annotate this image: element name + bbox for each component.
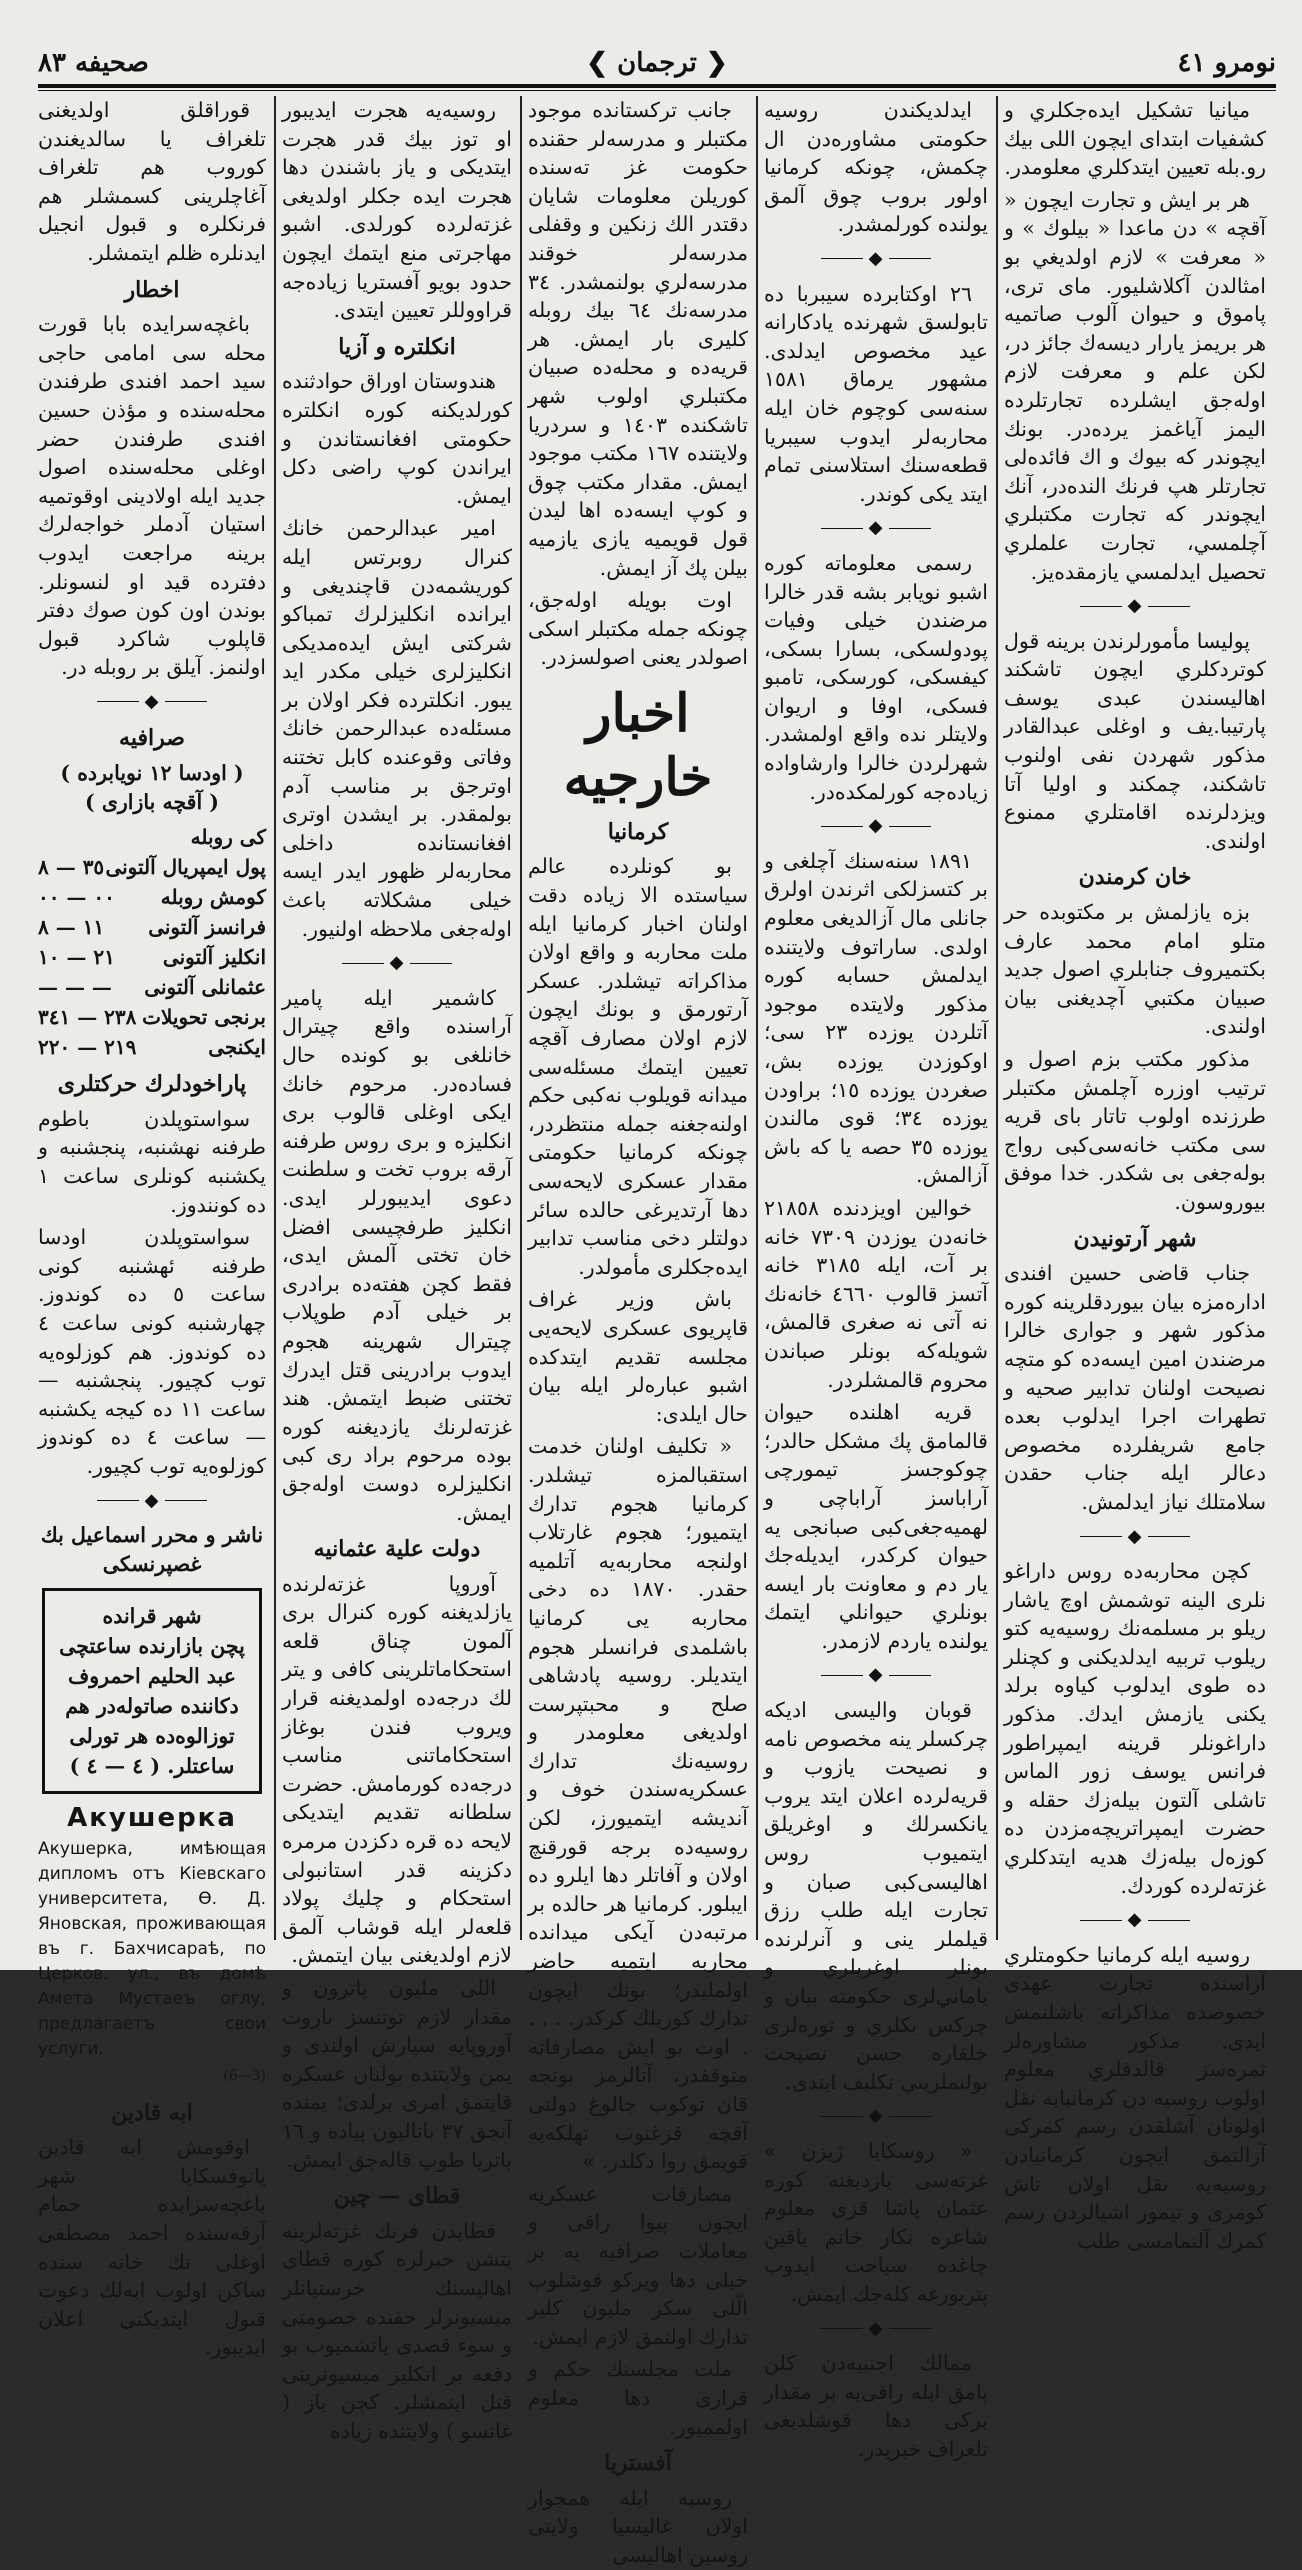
article-paragraph: رسمى معلوماته كوره اشبو نويابر بشه قدر خالرا مرضندن خيلى وفيات پودولسكى، بسارا بسكى، كيفسكى، كورسكى، تامبو فسكى، اوفا و اريوان ولايتلر نده واقع اولمشدر. شهرلردن خالرا وارشاواده زياده‌جه كورلمكده‌در. — [764, 550, 988, 804]
section-heading: قطاى — چين — [333, 2183, 461, 2210]
article-paragraph: امير عبدالرحمن خانك كنرال روبرتس ايله كوريشمه‌دن قاچنديغى و ايرانده انكليزلرك تمباكو شركتى ايش ايده‌مديكى انكليزلرى خيلى مكدر ايد يبور. انكلترده فكر اولان بر مسئله‌ده عبدالرحمن خانك وفاتى وقوعنده كابل تختنه اوترجق بر مناسب آدم بولمقدر. بر ايشدن اوترى افغانستانده داخلى محاربه‌لر ظهور ايدر ايسه خيلى مشكلاته باعث اوله‌جغى ملاحظه اولنيور. — [282, 516, 512, 941]
article-paragraph: « روسكايا ژيزن » غزته‌سى يازديغنه كوره عثمان پاشا قزى معلوم شاعره نكار خانم ياقين چاغده سياحت ايدوب پتربورغه كله‌جك ايمش. — [764, 2138, 988, 2306]
ornament-icon: ❯ — [586, 48, 609, 78]
section-divider: ◆ — [764, 2102, 988, 2131]
article-paragraph: ايدلديكندن روسيه حكومتى مشاوره‌دن ال چكمش، چونكه كرمانيا اولور بروب چوق آلمق يولنده كورلمشدر. — [764, 98, 988, 237]
article-paragraph: مصارفات عسكريه ايچون پيوا راقى و معاملات صرافيه يه بر خيلى دها ويركو قوشلوب الّلى سكز مليون كلير تدارك اولنمق لازم ايمش. — [528, 2181, 748, 2349]
rate-label: ايكنجى — [208, 1035, 266, 1060]
exchange-rates-table — [38, 822, 266, 1062]
article-paragraph: ممالك اجنبيه‌دن كلن پامق ايله راقى‌يه بر مقدار بركى دها قوشلديغى تلغراف خبريدر. — [764, 2351, 988, 2461]
article-paragraph: خوالين اويزدنده ٢١٨٥٨ خانه‌دن يوزدن ٧٣٠٩ خانه بر آت، ايله ٣١٨٥ خانه آتسز قالوب ٤٦٦٠ خانه‌نك نه آتى نه صغرى قالمش، شويله‌كه بونلر صباندن محروم قالمشلردر. — [764, 1195, 988, 1392]
article-paragraph: بزه يازلمش بر مكتوبده حر متلو امام محمد عارف بكتميروف جنابلري اصول جديد صبيان مكتبي آچديغنى بيان اولندى. — [1004, 900, 1266, 1039]
rate-value: ٣٥ — ٨ — [38, 855, 105, 880]
header-rule — [38, 84, 1276, 88]
section-heading: پاراخودلرك حركتلرى — [57, 1071, 247, 1098]
rate-label: برنجى تحويلات — [142, 1005, 266, 1030]
rate-label: فرانسز آلتونى — [148, 915, 266, 940]
column-2 — [764, 96, 989, 2461]
article-paragraph: روسيه ايله همجوار اولان غاليسيا ولايتى روسين اهاليسى — [528, 2485, 748, 2567]
column-rule — [756, 96, 758, 1940]
article-paragraph: اوت بويله اوله‌جق، چونكه جمله مكتبلر اسكى اصولدر يعنى اصولسزدر. — [528, 588, 748, 670]
rate-value: ٢١٩ — ٢٢٠ — [38, 1035, 137, 1060]
article-paragraph: كاشمير ايله پامير آراسنده واقع چيترال خانلغى بو كونده حال فساده‌در. مرحوم خانك ايكى اوغلى قالوب برى انكليزه و برى روس طرفنه آرقه بروب تخت و سلطنت دعوى ايديبورلر ايدى. انكليز طرفچيسى افضل خان تختى آلمش ايدى، فقط كچن هفته‌ده برادرى بر خيلى آدم طوپلاب چيترال شهرينه هجوم ايدوب برادرينى قتل ايدرك تختنى ضبط ايتمش. هند غزته‌لرنك يازديغنه كوره بوده مرحوم براد رى كبى انكليزلره دوست اوله‌جق ايمش. — [282, 985, 512, 1525]
section-divider: ◆ — [1004, 592, 1266, 621]
foreign-news-heading: اخبار خارجيه — [563, 682, 713, 808]
column-rule — [996, 96, 998, 1940]
article-paragraph: ١٨٩١ سنه‌سنك آچلغى و بر كتسزلكى اثرندن اولرق جانلى مال آزالديغى معلوم اولدى. ساراتوف ولايتنده ايدلمش حسابه كوره مذكور ولايتده موجود آتلردن يوزده ٢٣ سى؛ اوكوزدن يوزده بش، صغردن يوزده ١٥؛ براودن يوزده ٣٤؛ قوى مالندن يوزده ٣٥ حصه يا كه باش آزالمش. — [764, 848, 989, 1188]
page-number-label: صحيفه ٨٣ — [38, 48, 149, 78]
article-paragraph: روسيه ايله كرمانيا حكومتلري آراسنده تجارت عهدى خصوصده مذاكراته باشلنمش ايدى. مذكور مشاوره‌لر ثمره‌سز قالدقلري معلوم اولوب روسيه دن كرمانيايه نقل اولونان آشلقدن رسم كمركى آزالتمق ايچون كرمانيادن روسيه‌يه نقل اولان تاش كومرى و تيمور اشيالردن رسم كمرك آلنمامسى طلب — [1004, 1942, 1266, 2253]
page-header — [38, 44, 1276, 86]
column-rule — [274, 96, 276, 1940]
article-paragraph: روسيه‌يه هجرت ايديبور او توز بيك قدر هجرت ايتديكى و ياز باشندن دها هجرت ايده جكلر اولديغى غزته‌لرده كورلدى. اشبو مهاجرتى منع ايتمك ايچون حدود بويو آفستريا زياده‌جه قراووللر تعيين ايتدى. — [282, 98, 512, 323]
russian-ad-title: Акушерка — [67, 1803, 237, 1834]
section-heading: صرافيه — [119, 725, 185, 752]
section-heading: اخطار — [124, 276, 180, 303]
rate-row — [38, 1002, 266, 1032]
article-paragraph: سواستوپلدن باطوم طرفنه نهشنبه، پنجشنبه و يكشنبه كونلرى ساعت ١ ده كونندوز. — [38, 1106, 266, 1217]
exchange-date: ( اودسا ١٢ نويابرده ) — [60, 761, 244, 786]
article-paragraph: بو كونلرده عالم سياستده الا زياده دقت اولنان اخبار كرمانيا ايله ملت محاربه و واقع اولان مذاكراته تيشلدر. عسكر آرتورمق و بونك ايچون لازم اولان مصارف آقچه تعيين ايتمك مسئله‌سى ميدانه قويلوب نه‌كبى حكم اولنه‌جغنه جمله منتظردر، چونكه كرمانيا حكومتى مقدار عسكرى لايحه‌سى دها آرتديرغى حالده سائر دولتلر دخى مناسب تدابير ايده‌جكلرى مأمولدر. — [527, 854, 748, 1279]
article-paragraph: سواستوپلدن اودسا طرفنه ئهشنبه كونى ساعت ٥ ده كوندوز. چهارشنبه كونى ساعت ٤ ده كوندوز. هم كوزلوه‌يه توب كچيور. پنجشنبه — ساعت ١١ ده كيجه يكشنبه — ساعت ٤ ده كوندوز كوزلوه‌يه توب كچيور. — [38, 1225, 266, 1478]
russian-ad-text: Акушерка, имѣющая дипломъ отъ Кіевскаго университета, Ѳ. Д. Яновская, проживающая въ г. Бахчисараѣ, по Церков. ул., въ домѣ Амета Мустаеъ оглу, предлагаетъ свои услуги. — [38, 1838, 266, 2059]
rates-header: كى روبله — [190, 825, 266, 850]
rate-value: ٢٣٨ — ٣٤١ — [38, 1005, 137, 1030]
article-paragraph: پوليسا مأمورلرندن برينه قول كوتردكلري ايچون تاشكند اهاليسندن عبدى يوسف پارتيبا.يف و اوغلى عبدالقادر مذكور شهردن نفى اولنوب تاشكند، چمكند و اوليا آتا ويزدلرنده اقامتلري ممنوع اولندى. — [1004, 628, 1266, 853]
rate-label: پول ايمپريال آلتونى — [105, 855, 266, 880]
article-paragraph: قوراقلق اولديغنى تلغراف يا سالديغندن كوروب هم تلغراف آغاچلرينى كسمشلر هم فرنكلره و قبول انجيل ايدنلره ظلم ايتمشلر. — [38, 98, 266, 265]
section-divider: ◆ — [764, 514, 988, 543]
rate-value: ٠٠ — ٠٠ — [38, 885, 115, 910]
russian-ad-number: (6—3) — [223, 2067, 266, 2084]
column-4 — [282, 96, 513, 2443]
rate-row — [38, 882, 266, 912]
ornament-icon: ❮ — [705, 48, 728, 78]
ad-title: شهر قرانده — [102, 1604, 202, 1629]
issue-number: نومرو ٤١ — [1177, 48, 1276, 78]
section-divider: ◆ — [764, 812, 988, 841]
article-paragraph: ٢٦ اوكتابرده سيبربا ده تابولسق شهرنده يادكارانه عيد مخصوص ايدلدى. مشهور يرماق ١٥٨١ سنه‌سى كوچوم خان ايله محاربه‌لر ايدوب سيبريا قطعه‌سنك استلاسنى تمام ايتد يكى كوندر. — [764, 281, 988, 506]
article-paragraph: باش وزير غراف قاپريوى عسكرى لايحه‌يى مجلسه تقديم ايتدكده اشبو عباره‌لر ايله بيان حال ايلدى: — [528, 1287, 748, 1426]
column-rule — [520, 96, 522, 1940]
rate-row — [38, 1032, 266, 1062]
rate-label: انكليز آلتونى — [162, 945, 266, 970]
article-paragraph: هر بر ايش و تجارت ايچون « آقچه » دن ماعدا « بيلوك » و « معرفت » لازم اولديغي بو امثالدن آكلاشليور. ماى ترى، پاموق و حيوان آلوب صاتميه هر بريمز يارار ديسه‌ك جائز در، لكن علم و معرفت لازم اوله‌جق ايشلرده تجارتلرده اليمز آياغمز يرده‌در. بونك ايچوندر كه بيوك و اك فائده‌لى تجارتلر هپ فرنك النده‌در، آنك ايچوندر كه تجارت مكتبلري آچلمسي، تجارت علملري تحصيل ايدلمسي يازمقده‌يز. — [1004, 187, 1266, 584]
article-paragraph: هندوستان اوراق حوادثنده كورلديكنه كوره انكلتره حكومتى افغانستاندن و ايراندن كوپ راضى دكل ايمش. — [282, 369, 512, 508]
section-heading: دولت علية عثمانيه — [313, 1536, 481, 1563]
section-divider: ◆ — [1004, 1906, 1266, 1935]
rate-value: ٢١ — ١٠ — [38, 945, 115, 970]
ad-text: پچن بازارنده ساعتچى عبد الحليم احمروف دكاننده صاتوله‌در هم توزالوه‌ده هر تورلى ساعتلر. ( ٤ — ٤ ) — [59, 1634, 245, 1779]
article-paragraph: مذكور مكتب بزم اصول و ترتيب اوزره آچلمش مكتبلر طرزنده اولوب تاتار باى قريه سى مكتب خانه‌سى‌كبى رواج بوله‌جغى بى شكدر. خدا موفق بيوروسون. — [1004, 1047, 1266, 1214]
rate-row — [38, 972, 266, 1002]
column-5 — [38, 96, 266, 2360]
article-paragraph: جناب قاضى حسين افندى اداره‌مزه بيان بيوردقلرينه كوره مذكور شهر و جوارى خالرا مرضندن امين ايسه‌ده كو متچه نصيحت اولنان تدابير صحيه و تطهرات اجرا ايدلوب بعده جامع شريفلرده مخصوص دعالر ايله جناب حقدن سلامتلك نياز ايدلمش. — [1004, 1261, 1266, 1514]
column-1 — [1004, 96, 1266, 2253]
section-divider: ◆ — [38, 1487, 266, 1516]
section-divider: ◆ — [764, 2315, 988, 2344]
rate-label: عثمانلى آلتونى — [144, 975, 266, 1000]
column-3 — [527, 96, 748, 2567]
article-paragraph: باغچه‌سرايده بابا قورت محله سى امامى حاجى سيد احمد افندى طرفندن محله‌سنده و مؤذن حسين افندى طرفندن حضر اوغلى محله‌سنده اصول جديد ايله اولادينى اوقوتميه استيان آدملر خواجه‌لرك برينه مراجعت ايدوب دفترده قيد او لنسونلر. بوندن اون كون صوك دفتر قاپلوب شاكرد قبول اولنمز. آيلق بر روبله در. — [38, 312, 266, 680]
article-paragraph: ميانيا تشكيل ايده‌جكلري و كشفيات ابتداى ايچون اللى بيك رو.بله تعيين ايتدكلري معلومدر. — [1004, 98, 1266, 180]
header-rule-thin — [38, 90, 1276, 91]
article-paragraph: اوقومش ابه قادين يانوفسكايا شهر باغچه‌سرايده حمام آرقه‌سنده احمد مصطفى اوغلى نك خانه سنده ساكن اولوب ابه‌لك دعوت قبول ايتديكنى اعلان ايديبور. — [38, 2135, 266, 2360]
article-paragraph: قطايدن فرنك غزته‌لرينه يتشن خبرلره كوره قطاى اهاليسنك خرستيانلر ميسيونرلر حقنده خصومتى و سوء قصدى ياتشميوب بو دفعه بر انكليز ميسيونرينى قتل ايتمشلر. كچن ياز ( غانسو ) ولايتنده زياده — [282, 2218, 512, 2443]
rate-value: ١١ — ٨ — [38, 915, 105, 940]
article-paragraph: كچن محاربه‌ده روس داراغو نلرى الينه توشمش اوچ ياشار ريلو بر مسلمه‌نك روسيه‌يه كتو ريلوب تربيه ايدلديكنى و كچنلر ده طوى ايدلوب كياوه برلد يكنى يازمش ايدك. مذكور داراغونلر قرينه ايمپراطور فرانس يوسف زور الماس تاشلى آلتون بيله‌زك حقله و حضرت ايمپراتريچه‌مزدن ده كوزه‌ل بيله‌زك هديه ايتدكلري غزته‌لرده كوردك. — [1004, 1559, 1266, 1898]
rate-label: كومش روبله — [160, 885, 266, 910]
section-divider: ◆ — [282, 949, 512, 978]
rate-value: — — — — [38, 975, 112, 1000]
section-heading: ابه قادين — [111, 2099, 193, 2126]
article-paragraph: ملت مجلسنك حكم و قرارى دها معلوم اولمميور. — [528, 2357, 748, 2439]
section-heading: آفستريا — [604, 2450, 672, 2477]
rate-row — [38, 912, 266, 942]
article-paragraph: قريه اهلنده حيوان قالمامق پك مشكل حالدر؛ چوكوجسز تيمورچى آراباسز آرابا‌چى و لهميه‌جغى‌كبى صبانجى يه حيوان كركدر، ايديله‌جك يار دم و معاونت بار ايسه بونلري حيوانلي ايتمك يولنده ياردم لازمدر. — [764, 1400, 988, 1653]
section-divider: ◆ — [38, 688, 266, 717]
section-heading: انكلتره و آزيا — [338, 333, 456, 360]
section-heading: شهر آرتونيدن — [1073, 1225, 1197, 1252]
section-divider: ◆ — [1004, 1523, 1266, 1552]
article-paragraph: اللى مليون پاترون و مقدار لازم توتنسز باروت آوروپايه سپارش اولندى و يمن ولايتنده بولنان عسكره قايتمق امرى برلدى؛ يمنده آنجق ٣٧ باتاليون پياده و ١٦ باتريا طوپ قاله‌جق ايمش. — [282, 1976, 513, 2172]
section-heading: خان كرمندن — [1078, 864, 1192, 891]
section-heading: كرمانيا — [607, 818, 669, 845]
publisher-line: ناشر و محرر اسماعيل بك غصپرنسكى — [40, 1523, 264, 1576]
rate-row — [38, 942, 266, 972]
article-paragraph: قوبان واليسى ادیكه چركسلر ينه مخصوص نامه و نصيحت يازوب و قريه‌لرده اعلان ايتد يروب يانكسرلك و اوغريلق ايتميوب روس اهاليسى‌كبى صبان و تجارت ايله طلب رزق قيلملر ينى و آنرلرنده بونلر اوغريلري و ياماني‌لرى حكومته بيان و چركس بكلري و توره‌لرى خلقاره حسن نصيحت بولنملريني تكليف ايتدى. — [764, 1698, 988, 2094]
article-paragraph: آوروپا غزته‌لرنده يازلديغنه كوره كنرال برى آلمون چناق قلعه استحكاماتلرينى كافى و يتر لك درجه‌ده اولمديغنه قرار ويروب فندن بوغاز استحكاماتنى مناسب درجه‌ده كورمامش. حضرت سلطانه تقديم ايتديكى لايحه ده قره دكزدن مرمره دكزينه قدر استانبولى استحكام و چليك پولاد قلعه‌لر ايله قوشاب آلمق لازم اولديغنى بيان ايتمش. — [282, 1571, 512, 1968]
article-paragraph: « تكليف اولنان خدمت استقبالمزه تيشلدر. كرمانيا هجوم تدارك ايتميور؛ هجوم غارتلاب اولنجه محاربه‌يه آتلميه حقدر. ١٨٧٠ ده دخى محاربه يى كرمانيا باشلمدى فرانسلر هجوم ايتديلر. روسيه پادشاهى صلح و محبتپرست اولديغى معلومدر و روسيه‌نك تدارك عسكريه‌سندن خوف و آنديشه ايتميورز، لكن روسيه‌ده برجه قورقنچ اولان و آفاتلر دها ايلرو ده ايبلور. كرمانيا هر حالده بر مرتبه‌دن آيكى ميدانده محاربه ايتميه حاضر اولمليدر؛ بونك ايچون تدارك كوريلك كركدر. . . . . اوت بو ايش مصارفاته متوقفدر، آتالرمز بونجه قان توكوب جالوغ دولتى آقچه قزغنوب تهلكه‌يه قويمق روا دكلدر. » — [528, 1434, 748, 2174]
exchange-subtitle: ( آقچه بازارى ) — [84, 789, 220, 814]
newspaper-title-text: ترجمان — [617, 48, 697, 78]
section-divider: ◆ — [764, 245, 988, 274]
newspaper-title — [38, 48, 1276, 78]
advertisement-box — [42, 1588, 262, 1794]
rate-row — [38, 852, 266, 882]
article-paragraph: جانب تركستانده موجود مكتبلر و مدرسه‌لر حقنده حكومت غز ته‌سنده كوريلن معلومات شايان دقتدر الك زنكين و وقفلى مدرسه‌لر خوقند مدرسه‌لري بولنمشدر. ٣٤ مدرسه‌نك ٦٤ بيك روبله كليرى بار ايمش. هر قريه‌ده و محله‌ده صبيان مكتبلري اولوب شهر تاشكنده ١٤٠٣ و سردريا ولايتنده ١٦٧ مكتب موجود ايمش. مقدار مكتب چوق و كوپ ايسه‌ده اها ليدن قول قويميه يازى يازميه بيلن پك آز ايمش. — [528, 98, 748, 580]
section-divider: ◆ — [764, 1661, 988, 1690]
